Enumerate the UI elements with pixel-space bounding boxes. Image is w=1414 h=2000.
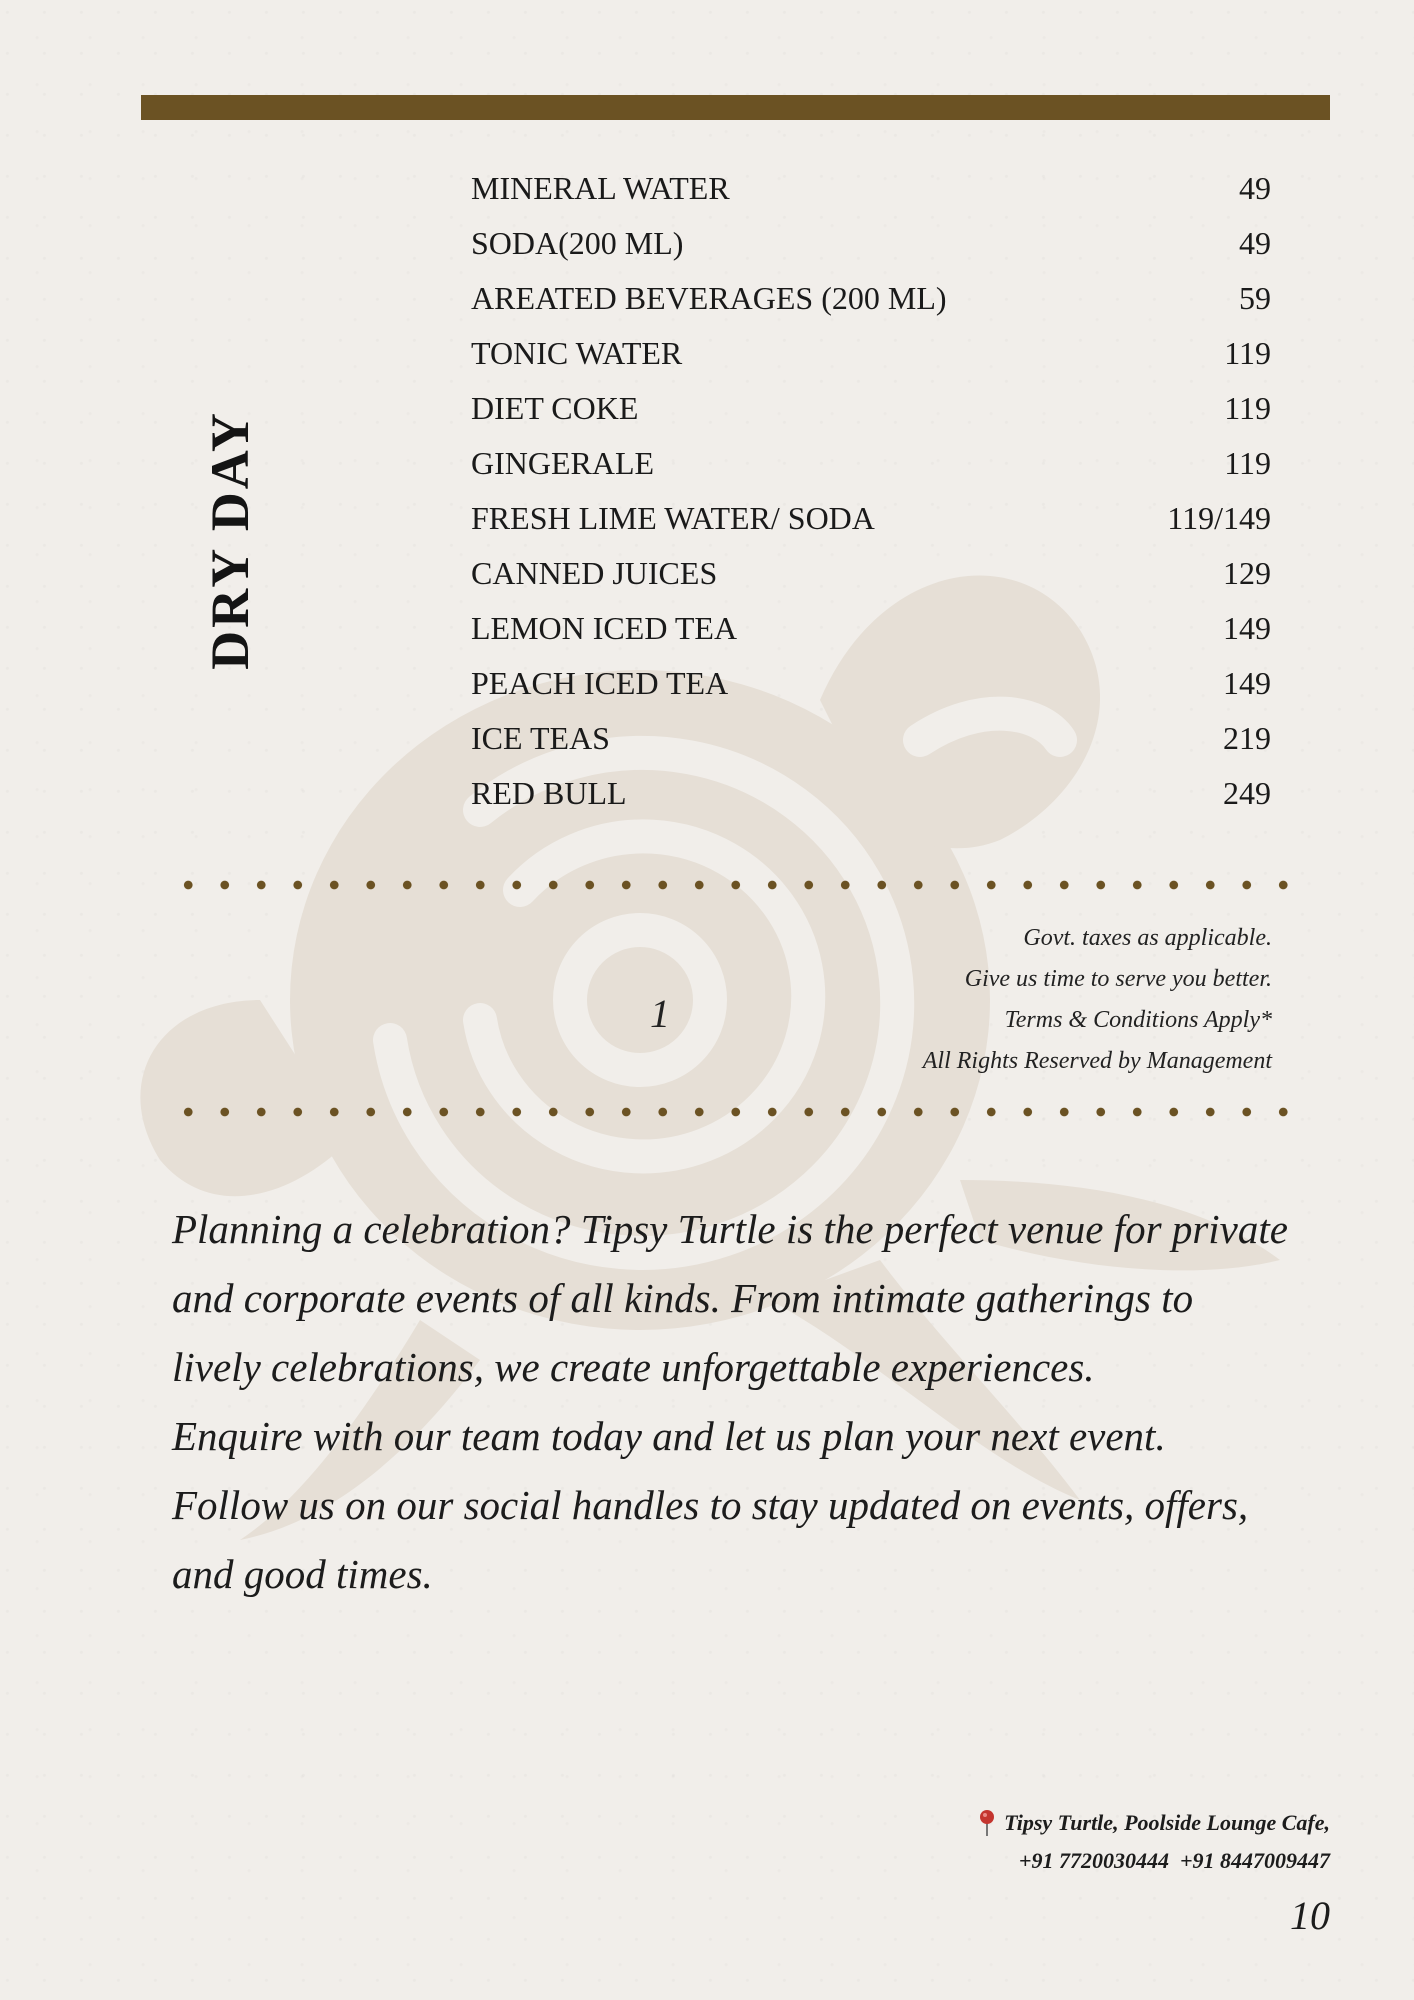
menu-list: [471, 170, 1271, 830]
item-name: DIET COKE: [471, 390, 639, 426]
item-price: 129: [1223, 555, 1271, 591]
dotted-divider-top: [170, 880, 1300, 890]
item-price: 49: [1239, 225, 1271, 261]
menu-item-canned-juices: [471, 555, 1271, 610]
menu-item-diet-coke: [471, 390, 1271, 445]
menu-item-ice-teas: [471, 720, 1271, 775]
menu-item-gingerale: [471, 445, 1271, 500]
item-name: ICE TEAS: [471, 720, 610, 756]
item-name: GINGERALE: [471, 445, 655, 481]
item-name: RED BULL: [471, 775, 627, 811]
contact-info: [978, 1804, 1330, 1880]
dotted-divider-bottom: [170, 1107, 1300, 1117]
promo-text: [172, 1195, 1292, 1609]
note-service: Give us time to serve you better.: [964, 966, 1272, 992]
item-price: 219: [1223, 720, 1271, 756]
item-name: TONIC WATER: [471, 335, 683, 371]
section-title-text: DRY DAY: [200, 410, 260, 670]
promo-paragraph-enquire: Enquire with our team today and let us plan your next event.: [172, 1413, 1166, 1459]
section-marker: 1: [650, 991, 670, 1036]
note-taxes: Govt. taxes as applicable.: [1023, 925, 1272, 951]
section-title: [140, 375, 320, 705]
item-name: CANNED JUICES: [471, 555, 718, 591]
item-name: LEMON ICED TEA: [471, 610, 738, 646]
item-price: 119/149: [1167, 500, 1271, 536]
promo-paragraph-social: Follow us on our social handles to stay updated on events, offers, and good times.: [172, 1482, 1249, 1597]
item-price: 49: [1239, 170, 1271, 206]
item-name: MINERAL WATER: [471, 170, 730, 206]
menu-item-tonic-water: [471, 335, 1271, 390]
map-pin-icon: [978, 1809, 996, 1837]
menu-item-fresh-lime: [471, 500, 1271, 555]
contact-address: Tipsy Turtle, Poolside Lounge Cafe,: [1004, 1810, 1330, 1835]
promo-paragraph-events: Planning a celebration? Tipsy Turtle is the perfect venue for private and corporate events of all kinds. From intimate gatherings to lively celebrations, we create unforgettable experiences.: [172, 1206, 1288, 1390]
item-price: 119: [1224, 390, 1271, 426]
terms-notes: [923, 918, 1272, 1082]
item-price: 149: [1223, 665, 1271, 701]
item-name: AREATED BEVERAGES (200 ML): [471, 280, 947, 316]
menu-item-red-bull: [471, 775, 1271, 830]
item-name: SODA(200 ML): [471, 225, 684, 261]
menu-item-soda: [471, 225, 1271, 280]
item-price: 119: [1224, 335, 1271, 371]
item-price: 249: [1223, 775, 1271, 811]
menu-item-peach-iced-tea: [471, 665, 1271, 720]
item-name: FRESH LIME WATER/ SODA: [471, 500, 875, 536]
top-accent-bar: [141, 95, 1330, 120]
menu-item-areated-beverages: [471, 280, 1271, 335]
page-number: 10: [1290, 1893, 1330, 1938]
note-rights: All Rights Reserved by Management: [922, 1048, 1272, 1074]
contact-phones: +91 7720030444 +91 8447009447: [1018, 1848, 1330, 1873]
item-price: 59: [1239, 280, 1271, 316]
item-price: 149: [1223, 610, 1271, 646]
item-name: PEACH ICED TEA: [471, 665, 729, 701]
item-price: 119: [1224, 445, 1271, 481]
menu-item-lemon-iced-tea: [471, 610, 1271, 665]
menu-item-mineral-water: [471, 170, 1271, 225]
note-terms: Terms & Conditions Apply*: [1004, 1007, 1272, 1033]
